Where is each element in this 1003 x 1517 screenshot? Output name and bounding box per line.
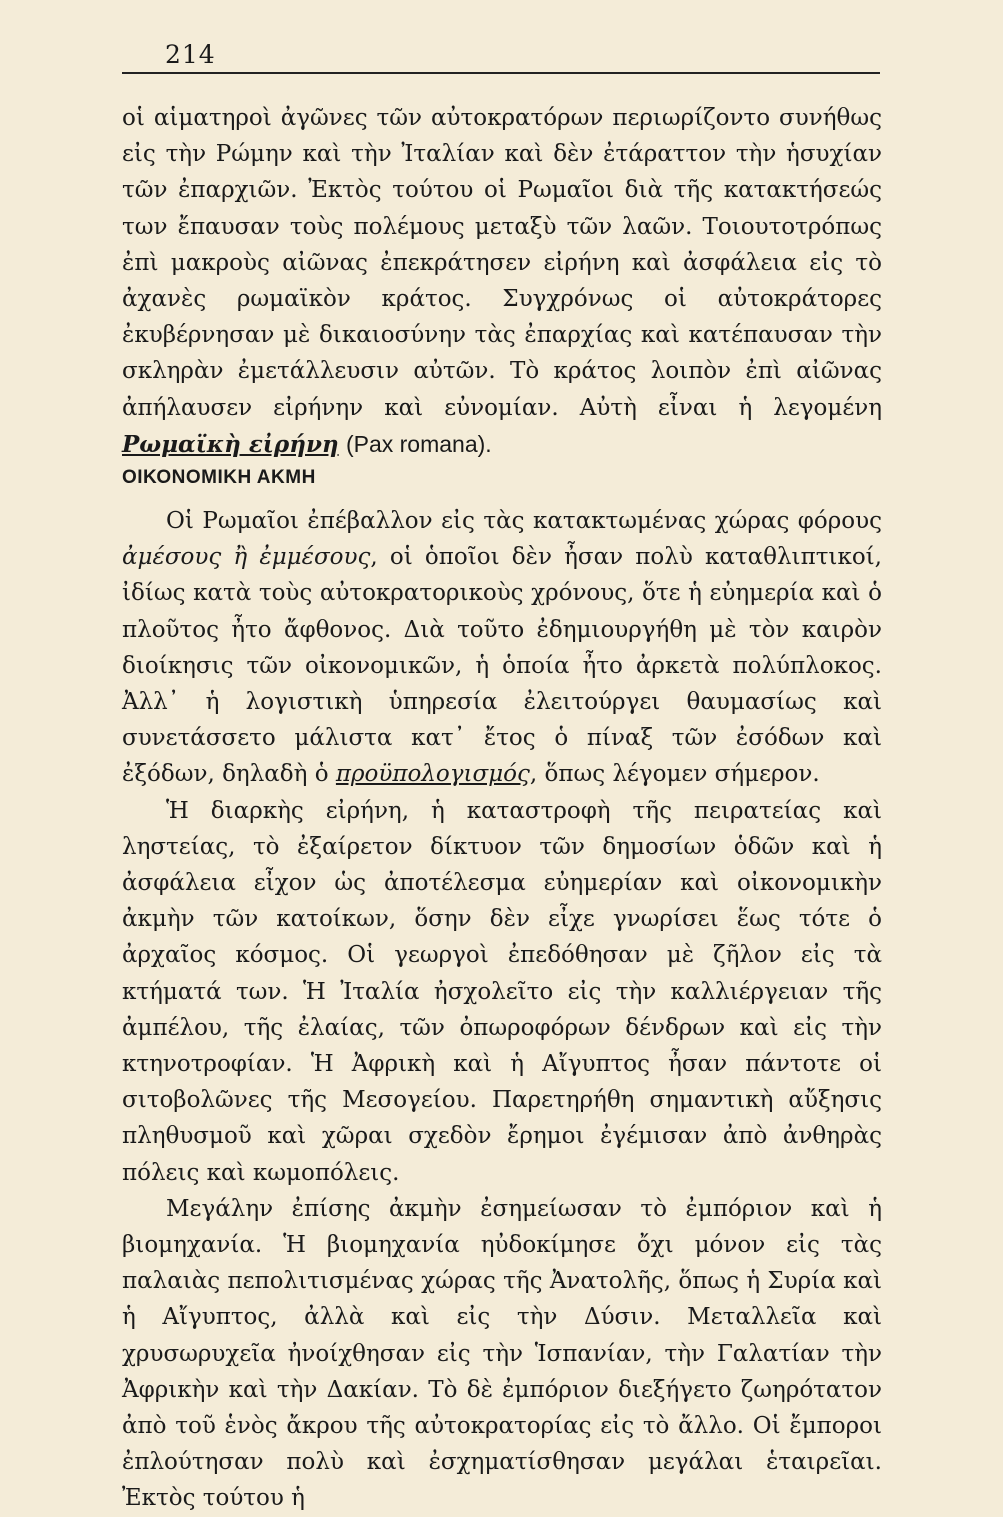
page-number: 214 (165, 40, 216, 69)
italic-term: ἀμέσους ἢ ἐμμέσους (122, 544, 371, 571)
paragraph-prosperity: Ἡ διαρκὴς εἰρήνη, ἡ καταστροφὴ τῆς πειρατείας καὶ ληστείας, τὸ ἐξαίρετον δίκτυον τῶν δημοσίων ὁδῶν καὶ ἡ ἀσφάλεια εἶχον ὡς ἀποτέλεσμα εὐημερίαν καὶ οἰκονομικὴν ἀκμὴν τῶν κατοίκων, ὅσην δὲν εἶχε γνωρίσει ἕως τότε ὁ ἀρχαῖος κόσμος. Οἱ γεωργοὶ ἐπεδόθησαν μὲ ζῆλον εἰς τὰ κτήματά των. Ἡ Ἰταλία ἠσχολεῖτο εἰς τὴν καλλιέργειαν τῆς ἀμπέλου, τῆς ἐλαίας, τῶν ὀπωροφόρων δένδρων καὶ εἰς τὴν κτηνοτροφίαν. Ἡ Ἀφρικὴ καὶ ἡ Αἴγυπτος ἦσαν πάντοτε οἱ σιτοβολῶνες τῆς Μεσογείου. Παρετηρήθη σημαντικὴ αὔξησις πληθυσμοῦ καὶ χῶραι σχεδὸν ἔρημοι ἐγέμισαν ἀπὸ ἀνθηρὰς πόλεις καὶ κωμοπόλεις. (122, 797, 882, 1186)
intro-paragraph (122, 100, 882, 463)
pax-romana-term: Ρωμαϊκὴ εἰρήνη (122, 430, 339, 458)
section-body (122, 503, 882, 1517)
italic-term: προϋπολογισμός (335, 761, 530, 788)
paragraph-text: , ὅπως λέγομεν σήμερον. (529, 761, 820, 788)
section-heading: ΟΙΚΟΝΟΜΙΚΗ ΑΚΜΗ (122, 467, 316, 488)
intro-text: οἱ αἱματηροὶ ἀγῶνες τῶν αὐτοκρατόρων περιωρίζοντο συνήθως εἰς τὴν Ρώμην καὶ τὴν Ἰταλίαν καὶ δὲν ἐτάραττον τὴν ἡσυχίαν τῶν ἐπαρχιῶν. Ἐκτὸς τούτου οἱ Ρωμαῖοι διὰ τῆς κατακτήσεώς των ἔπαυσαν τοὺς πολέμους μεταξὺ τῶν λαῶν. Τοιουτοτρόπως ἐπὶ μακροὺς αἰῶνας ἐπεκράτησεν εἰρήνη καὶ ἀσφάλεια εἰς τὸ ἀχανὲς ρωμαϊκὸν κράτος. Συγχρόνως οἱ αὐτοκράτορες ἐκυβέρνησαν μὲ δικαιοσύνην τὰς ἐπαρχίας καὶ κατέπαυσαν τὴν σκληρὰν ἐμετάλλευσιν αὐτῶν. Τὸ κράτος λοιπὸν ἐπὶ αἰῶνας ἀπήλαυσεν εἰρήνην καὶ εὐνομίαν. Αὐτὴ εἶναι ἡ λεγομένη (122, 105, 882, 421)
paragraph-text: , οἱ ὁποῖοι δὲν ἦσαν πολὺ καταθλιπτικοί, ἰδίως κατὰ τοὺς αὐτοκρατορικοὺς χρόνους, ὅτε ἡ εὐημερία καὶ ὁ πλοῦτος ἦτο ἄφθονος. Διὰ τοῦτο ἐδημιουργήθη μὲ τὸν καιρὸν διοίκησις τῶν οἰκονομικῶν, ἡ ὁποία ἦτο ἀρκετὰ πολύπλοκος. Ἀλλ᾽ ἡ λογιστικὴ ὑπηρεσία ἐλειτούργει θαυμασίως καὶ συνετάσσετο μάλιστα κατ᾽ ἔτος ὁ πίναξ τῶν ἐσόδων καὶ ἐξόδων, δηλαδὴ ὁ (122, 544, 882, 788)
paragraph-commerce: Μεγάλην ἐπίσης ἀκμὴν ἐσημείωσαν τὸ ἐμπόριον καὶ ἡ βιομηχανία. Ἡ βιομηχανία ηὐδοκίμησε ὄχι μόνον εἰς τὰς παλαιὰς πεπολιτισμένας χώρας τῆς Ἀνατολῆς, ὅπως ἡ Συρία καὶ ἡ Αἴγυπτος, ἀλλὰ καὶ εἰς τὴν Δύσιν. Μεταλλεῖα καὶ χρυσωρυχεῖα ἠνοίχθησαν εἰς τὴν Ἱσπανίαν, τὴν Γαλατίαν τὴν Ἀφρικὴν καὶ τὴν Δακίαν. Τὸ δὲ ἐμπόριον διεξήγετο ζωηρότατον ἀπὸ τοῦ ἑνὸς ἄκρου τῆς αὐτοκρατορίας εἰς τὸ ἄλλο. Οἱ ἔμποροι ἐπλούτησαν πολὺ καὶ ἐσχηματίσθησαν μεγάλαι ἑταιρεῖαι. Ἐκτὸς τούτου ἡ (122, 1195, 882, 1512)
header-rule (122, 72, 880, 74)
paragraph-taxes (122, 503, 882, 793)
latin-gloss: (Pax romana). (345, 430, 492, 457)
paragraph-text: Οἱ Ρωμαῖοι ἐπέβαλλον εἰς τὰς κατακτωμένας χώρας φόρους (166, 508, 882, 534)
